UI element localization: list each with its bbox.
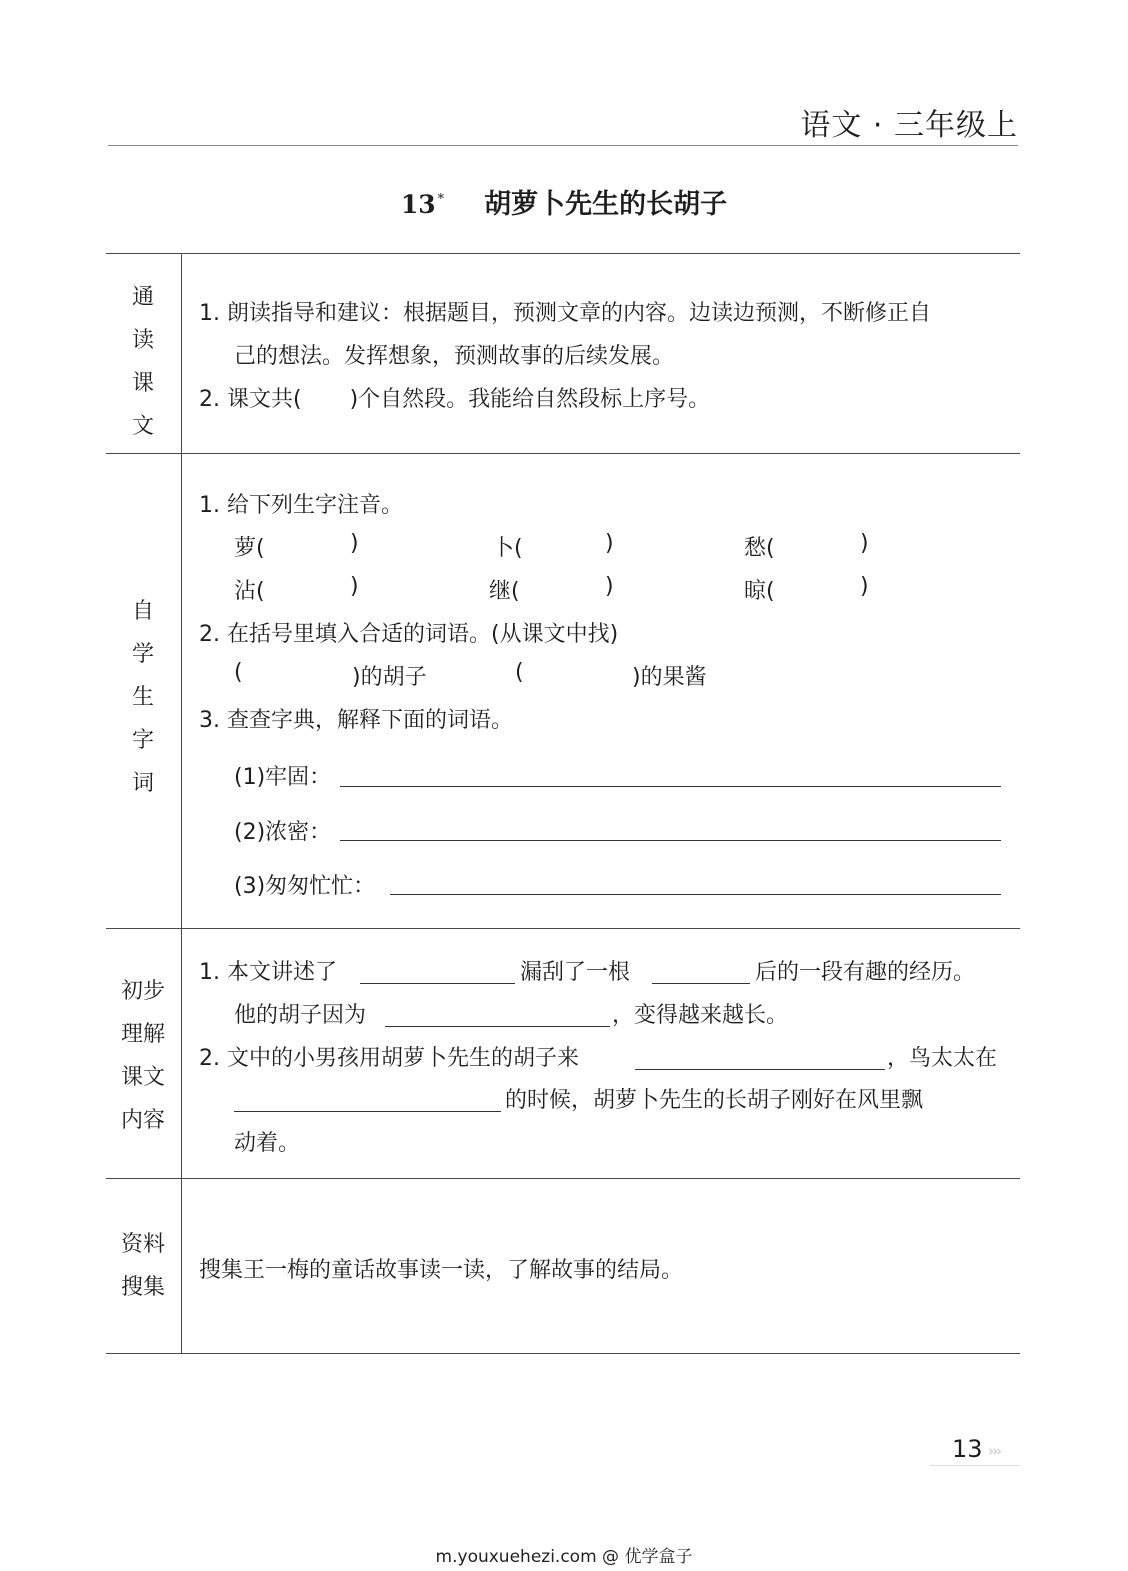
- table-divider-2: [106, 928, 1020, 929]
- term-answer-line-2[interactable]: [340, 840, 1001, 841]
- s3-question-1-part-b: 漏刮了一根: [520, 960, 631, 985]
- s3-question-1-part-a: 1. 本文讲述了: [199, 960, 337, 985]
- s3-answer-line-what[interactable]: [652, 983, 750, 984]
- s3-question-2-part-d: 动着。: [234, 1131, 301, 1156]
- pinyin-close-2: ): [605, 531, 614, 556]
- s4-task-text: 搜集王一梅的童话故事读一读，了解故事的结局。: [199, 1258, 684, 1283]
- lesson-title: [0, 182, 1128, 221]
- s3-question-2-part-a: 2. 文中的小男孩用胡萝卜先生的胡子来: [199, 1046, 579, 1071]
- table-divider-3: [106, 1178, 1020, 1179]
- page-arrows-icon: ›››: [988, 1442, 1000, 1460]
- word-fill-open-2[interactable]: (: [515, 660, 524, 685]
- page-number-underline: [930, 1465, 1020, 1466]
- pinyin-char-3[interactable]: 愁(: [744, 536, 775, 561]
- pinyin-close-3: ): [860, 531, 869, 556]
- word-fill-close-2: )的果酱: [632, 665, 707, 690]
- s3-question-1-part-d: 他的胡子因为: [234, 1003, 367, 1028]
- table-bottom-border: [106, 1353, 1020, 1354]
- s3-answer-line-use[interactable]: [635, 1069, 885, 1070]
- s3-answer-line-when[interactable]: [234, 1111, 501, 1112]
- section-label-understand-content: 初步 理解 课文 内容: [120, 979, 165, 1133]
- pinyin-char-2[interactable]: 卜(: [492, 536, 523, 561]
- term-label-1: (1)牢固：: [234, 765, 332, 790]
- word-fill-open-1[interactable]: (: [234, 660, 243, 685]
- term-answer-line-3[interactable]: [390, 894, 1001, 895]
- s1-question-1-line-2: 己的想法。发挥想象，预测故事的后续发展。: [234, 344, 675, 369]
- table-top-border: [106, 253, 1020, 254]
- s3-answer-line-why[interactable]: [385, 1026, 610, 1027]
- pinyin-close-6: ): [860, 574, 869, 599]
- s2-question-3: 3. 查查字典，解释下面的词语。: [199, 708, 513, 733]
- pinyin-char-1[interactable]: 萝(: [234, 536, 265, 561]
- word-fill-close-1: )的胡子: [352, 665, 427, 690]
- subject-grade-header: 语文 · 三年级上: [800, 108, 1018, 143]
- lesson-title-text: 胡萝卜先生的长胡子: [484, 189, 728, 220]
- term-label-3: (3)匆匆忙忙：: [234, 874, 376, 899]
- s3-question-1-part-e: ，变得越来越长。: [612, 1003, 789, 1028]
- page-number: 13: [952, 1435, 983, 1463]
- table-divider-1: [106, 453, 1020, 454]
- section-label-self-study-words: 自 学 生 字 词: [131, 599, 154, 796]
- pinyin-char-4[interactable]: 沾(: [234, 579, 265, 604]
- s2-question-2: 2. 在括号里填入合适的词语。(从课文中找): [199, 622, 619, 647]
- pinyin-close-5: ): [605, 574, 614, 599]
- pinyin-close-1: ): [350, 531, 359, 556]
- pinyin-char-5[interactable]: 继(: [489, 579, 520, 604]
- pinyin-char-6[interactable]: 晾(: [744, 579, 775, 604]
- term-answer-line-1[interactable]: [340, 786, 1001, 787]
- section-label-material-collection: 资料 搜集: [120, 1232, 165, 1300]
- s1-question-2: 2. 课文共( )个自然段。我能给自然段标上序号。: [199, 387, 711, 412]
- table-label-column-divider: [181, 253, 182, 1354]
- footer-watermark: m.youxuehezi.com @ 优学盒子: [435, 1547, 693, 1567]
- s2-question-1: 1. 给下列生字注音。: [199, 493, 403, 518]
- pinyin-close-4: ): [350, 574, 359, 599]
- header-divider: [108, 145, 1018, 146]
- lesson-star-mark: *: [437, 192, 445, 207]
- lesson-number: 13: [400, 190, 436, 219]
- s3-question-2-part-c: 的时候，胡萝卜先生的长胡子刚好在风里飘: [505, 1088, 924, 1113]
- s3-question-1-part-c: 后的一段有趣的经历。: [755, 960, 976, 985]
- term-label-2: (2)浓密：: [234, 820, 332, 845]
- s3-answer-line-who[interactable]: [360, 983, 515, 984]
- s1-question-1-line-1: 1. 朗读指导和建议：根据题目，预测文章的内容。边读边预测，不断修正自: [199, 301, 931, 326]
- s3-question-2-part-b: ，鸟太太在: [887, 1046, 998, 1071]
- section-label-read-text: 通 读 课 文: [131, 285, 154, 439]
